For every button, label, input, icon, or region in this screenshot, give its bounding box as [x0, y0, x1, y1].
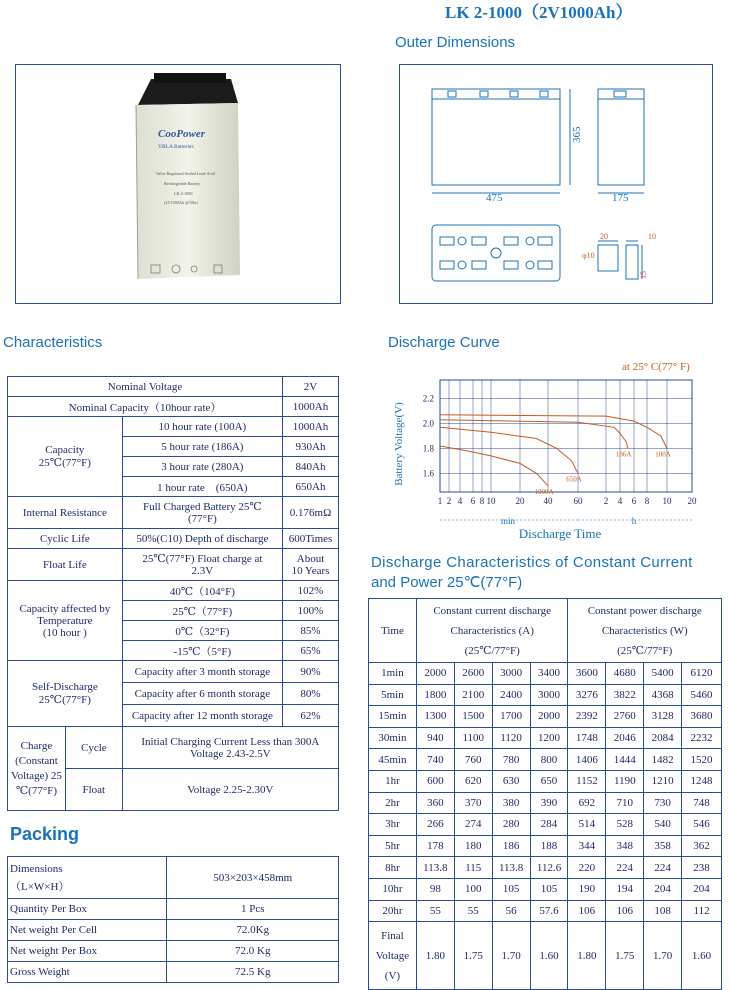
dt-value-cell: 800: [530, 749, 568, 771]
self-discharge-value: 62%: [283, 705, 339, 727]
dt-value-cell: 1152: [568, 770, 606, 792]
temperature-row: 40℃（104°F): [122, 581, 282, 601]
dt-cc3: (25℃/77°F): [464, 644, 520, 657]
float-life-value: [283, 549, 339, 581]
capacity-value: 650Ah: [283, 477, 339, 497]
page-title: LK 2-1000（2V1000Ah）: [445, 3, 633, 22]
x-tick-label: 6: [470, 496, 476, 506]
curve-1000A: [440, 446, 548, 486]
packing-dimensions-value: 503×203×458mm: [167, 857, 339, 899]
dt-value-cell: 112.6: [530, 857, 568, 879]
curve-label: 186A: [615, 450, 632, 459]
charge-l4: ℃(77°F): [15, 784, 58, 797]
dt-value-cell: 204: [644, 878, 682, 900]
dt-time-cell: 1hr: [369, 770, 417, 792]
dt-value-cell: 630: [492, 770, 530, 792]
float-life-condition: [122, 549, 282, 581]
capacity-label-line1: Capacity: [45, 444, 85, 456]
table-row: [369, 727, 722, 749]
y-tick-label: 1.8: [422, 443, 434, 454]
table-row: [369, 706, 722, 728]
dt-value-cell: 55: [416, 900, 454, 922]
dt-value-cell: 540: [644, 814, 682, 836]
dt-final-l1: Final: [381, 929, 404, 942]
table-row: [369, 857, 722, 879]
packing-table: [7, 856, 339, 983]
dt-time-cell: 2hr: [369, 792, 417, 814]
dim-terminal-a: 20: [600, 232, 608, 241]
table-row: [369, 900, 722, 922]
dt-value-cell: 1120: [492, 727, 530, 749]
dt-value-cell: 546: [682, 814, 722, 836]
dim-terminal-d: 15: [639, 271, 648, 279]
dt-value-cell: 4368: [644, 684, 682, 706]
internal-resistance-value: 0.176mΩ: [283, 497, 339, 529]
charge-cycle-label: Cycle: [65, 727, 122, 769]
cycle-life-label: Cyclic Life: [8, 529, 123, 549]
dt-value-cell: 1210: [644, 770, 682, 792]
dt-final-cell: 1.70: [644, 922, 682, 990]
dt-cp3: (25℃/77°F): [617, 644, 673, 657]
x-tick-label: 40: [543, 496, 553, 506]
nominal-capacity-label: Nominal Capacity（10hour rate）: [8, 397, 283, 417]
dt-cp2: Characteristics (W): [601, 624, 688, 637]
dt-heading-line2: and Power 25℃(77°F): [371, 574, 523, 591]
charge-l3: Voltage) 25: [11, 769, 62, 782]
dt-value-cell: 105: [492, 878, 530, 900]
dt-final-cell: 1.80: [416, 922, 454, 990]
battery-rating: (2V1000Ah @10hr): [164, 200, 198, 205]
dt-time-cell: 5min: [369, 684, 417, 706]
dt-time-header: Time: [369, 599, 417, 663]
charge-float-label: Float: [65, 769, 122, 811]
packing-value: 72.0 Kg: [167, 941, 339, 962]
chart-min-label: min: [500, 516, 516, 526]
fl-val-line1: About: [296, 552, 325, 565]
dt-value-cell: 1444: [606, 749, 644, 771]
dt-value-cell: 2000: [530, 706, 568, 728]
dt-value-cell: 740: [416, 749, 454, 771]
dt-value-cell: 3276: [568, 684, 606, 706]
x-tick-label: 4: [617, 496, 623, 506]
capacity-label: [8, 417, 123, 497]
dt-value-cell: 108: [644, 900, 682, 922]
dt-value-cell: 186: [492, 835, 530, 857]
self-discharge-value: 90%: [283, 661, 339, 683]
dt-value-cell: 180: [454, 835, 492, 857]
dt-final-cell: 1.75: [606, 922, 644, 990]
y-tick-label: 1.6: [422, 468, 434, 479]
dt-final-cell: 1.60: [530, 922, 568, 990]
discharge-curve-chart: [380, 372, 720, 544]
battery-sub: VRLA Batteries: [158, 144, 194, 150]
chart-xlabel: Discharge Time: [518, 526, 602, 541]
table-row: [369, 792, 722, 814]
dt-value-cell: 1482: [644, 749, 682, 771]
dt-value-cell: 2232: [682, 727, 722, 749]
curve-label: 1000A: [534, 487, 554, 496]
cycle-v1: Initial Charging Current Less than 300A: [141, 735, 320, 748]
self-discharge-row: Capacity after 6 month storage: [122, 683, 282, 705]
dim-terminal-b: 10: [648, 232, 656, 241]
dt-value-cell: 115: [454, 857, 492, 879]
dt-value-cell: 3680: [682, 706, 722, 728]
dt-current-header: [416, 599, 568, 663]
dt-value-cell: 266: [416, 814, 454, 836]
dt-value-cell: 1248: [682, 770, 722, 792]
capacity-value: 930Ah: [283, 437, 339, 457]
fl-cond-line2: 2.3V: [191, 565, 214, 577]
dt-value-cell: 224: [644, 857, 682, 879]
temperature-value: 65%: [283, 641, 339, 661]
dt-time-cell: 8hr: [369, 857, 417, 879]
x-tick-label: 60: [573, 496, 583, 506]
dt-value-cell: 620: [454, 770, 492, 792]
fl-val-line2: 10 Years: [291, 564, 330, 577]
dt-value-cell: 204: [682, 878, 722, 900]
capacity-row: 10 hour rate (100A): [122, 417, 282, 437]
dt-value-cell: 2392: [568, 706, 606, 728]
dt-value-cell: 106: [606, 900, 644, 922]
dt-value-cell: 3000: [492, 663, 530, 685]
dt-final-label: [369, 922, 417, 990]
dt-value-cell: 760: [454, 749, 492, 771]
discharge-table-heading: [371, 553, 721, 593]
dt-value-cell: 940: [416, 727, 454, 749]
self-discharge-row: Capacity after 3 month storage: [122, 661, 282, 683]
dt-value-cell: 280: [492, 814, 530, 836]
temperature-value: 100%: [283, 601, 339, 621]
dt-final-cell: 1.75: [454, 922, 492, 990]
x-tick-label: 6: [631, 496, 637, 506]
dt-value-cell: 360: [416, 792, 454, 814]
table-row: [369, 749, 722, 771]
x-tick-label: 10: [662, 496, 672, 506]
x-tick-label: 8: [644, 496, 650, 506]
curve-label: 650A: [566, 475, 582, 484]
dt-value-cell: 380: [492, 792, 530, 814]
dt-value-cell: 1520: [682, 749, 722, 771]
ir-cond-line1: Full Charged Battery 25℃: [143, 501, 262, 513]
dt-final-cell: 1.60: [682, 922, 722, 990]
nominal-voltage-label: Nominal Voltage: [8, 377, 283, 397]
table-row: [369, 684, 722, 706]
chart-h-label: h: [631, 516, 637, 526]
dt-value-cell: 113.8: [416, 857, 454, 879]
internal-resistance-condition: [122, 497, 282, 529]
dt-value-cell: 710: [606, 792, 644, 814]
dt-value-cell: 224: [606, 857, 644, 879]
dt-time-cell: 45min: [369, 749, 417, 771]
dt-value-cell: 348: [606, 835, 644, 857]
internal-resistance-label: Internal Resistance: [8, 497, 123, 529]
dt-value-cell: 220: [568, 857, 606, 879]
dt-value-cell: 3600: [568, 663, 606, 685]
dt-value-cell: 1100: [454, 727, 492, 749]
packing-label: Gross Weight: [8, 962, 167, 983]
dt-value-cell: 3128: [644, 706, 682, 728]
dt-value-cell: 362: [682, 835, 722, 857]
dt-value-cell: 3400: [530, 663, 568, 685]
dt-time-cell: 5hr: [369, 835, 417, 857]
dt-value-cell: 600: [416, 770, 454, 792]
y-tick-label: 2.0: [422, 418, 434, 429]
dim-height: 365: [571, 126, 583, 143]
dt-value-cell: 55: [454, 900, 492, 922]
fl-cond-line1: 25℃(77°F) Float charge at: [142, 553, 263, 565]
dt-value-cell: 2600: [454, 663, 492, 685]
dt-final-l3: (V): [384, 969, 401, 982]
dt-value-cell: 344: [568, 835, 606, 857]
dt-value-cell: 274: [454, 814, 492, 836]
dt-value-cell: 390: [530, 792, 568, 814]
curve-100A: [440, 415, 667, 449]
float-life-label: Float Life: [8, 549, 123, 581]
dt-final-cell: 1.80: [568, 922, 606, 990]
capacity-value: 840Ah: [283, 457, 339, 477]
capacity-row: 5 hour rate (186A): [122, 437, 282, 457]
ir-cond-line2: (77°F): [187, 513, 217, 525]
battery-label2: Rechargeable Battery: [164, 181, 201, 186]
dimension-drawing: [400, 65, 712, 303]
dt-cp1: Constant power discharge: [587, 604, 702, 617]
charge-float-value: Voltage 2.25-2.30V: [122, 769, 338, 811]
dt-value-cell: 2760: [606, 706, 644, 728]
temperature-value: 102%: [283, 581, 339, 601]
dt-value-cell: 6120: [682, 663, 722, 685]
dim-terminal-c: φ10: [582, 251, 595, 260]
dt-value-cell: 1748: [568, 727, 606, 749]
dt-cc2: Characteristics (A): [450, 624, 534, 637]
dt-value-cell: 370: [454, 792, 492, 814]
table-row: [369, 878, 722, 900]
temperature-value: 85%: [283, 621, 339, 641]
x-tick-label: 2: [603, 496, 609, 506]
charge-label: [8, 727, 66, 811]
capacity-label-line2: 25℃(77°F): [38, 457, 91, 469]
nominal-voltage-value: 2V: [283, 377, 339, 397]
dt-time-cell: 30min: [369, 727, 417, 749]
dt-value-cell: 2084: [644, 727, 682, 749]
curve-label: 100A: [655, 450, 671, 459]
characteristics-heading: Characteristics: [3, 334, 103, 351]
x-tick-label: 20: [515, 496, 525, 506]
dt-power-header: [568, 599, 722, 663]
capacity-value: 1000Ah: [283, 417, 339, 437]
dt-value-cell: 730: [644, 792, 682, 814]
dt-value-cell: 4680: [606, 663, 644, 685]
dt-value-cell: 106: [568, 900, 606, 922]
product-image-frame: [15, 64, 341, 304]
temperature-row: 25℃（77°F): [122, 601, 282, 621]
dt-cc1: Constant current discharge: [433, 604, 552, 617]
dt-value-cell: 57.6: [530, 900, 568, 922]
dt-value-cell: 284: [530, 814, 568, 836]
dt-value-cell: 650: [530, 770, 568, 792]
dt-value-cell: 5400: [644, 663, 682, 685]
dt-final-l2: Voltage: [375, 949, 410, 962]
battery-brand: CooPower: [158, 128, 206, 140]
dt-heading-line1: Discharge Characteristics of Constant Current: [371, 554, 693, 571]
temp-label-line1: Capacity affected by: [19, 602, 111, 615]
discharge-curve-heading: Discharge Curve: [388, 334, 500, 351]
dimension-drawing-frame: [399, 64, 713, 304]
dt-value-cell: 56: [492, 900, 530, 922]
outer-dimensions-heading: Outer Dimensions: [395, 34, 516, 51]
temperature-row: 0℃（32°F): [122, 621, 282, 641]
packing-label: Quantity Per Box: [8, 899, 167, 920]
dt-value-cell: 1406: [568, 749, 606, 771]
y-tick-label: 2.2: [422, 393, 434, 404]
dt-value-cell: 1190: [606, 770, 644, 792]
temp-label-line2: Temperature: [37, 614, 93, 627]
dt-value-cell: 112: [682, 900, 722, 922]
x-tick-label: 4: [457, 496, 463, 506]
dt-value-cell: 748: [682, 792, 722, 814]
charge-l2: (Constant: [15, 754, 58, 767]
dt-value-cell: 238: [682, 857, 722, 879]
dt-time-cell: 15min: [369, 706, 417, 728]
dt-value-cell: 2400: [492, 684, 530, 706]
dt-value-cell: 3822: [606, 684, 644, 706]
dt-value-cell: 3000: [530, 684, 568, 706]
dt-value-cell: 100: [454, 878, 492, 900]
dt-value-cell: 190: [568, 878, 606, 900]
cycle-v2: Voltage 2.43-2.5V: [189, 747, 271, 760]
cycle-life-value: 600Times: [283, 529, 339, 549]
discharge-table: [368, 598, 722, 990]
x-tick-label: 1: [437, 496, 443, 506]
nominal-capacity-value: 1000Ah: [283, 397, 339, 417]
chart-curves: [440, 415, 671, 496]
dt-time-cell: 1min: [369, 663, 417, 685]
x-tick-label: 2: [446, 496, 452, 506]
dt-value-cell: 358: [644, 835, 682, 857]
temperature-label: [8, 581, 123, 661]
dt-value-cell: 780: [492, 749, 530, 771]
x-tick-label: 10: [486, 496, 496, 506]
dt-value-cell: 514: [568, 814, 606, 836]
packing-label: Net weight Per Box: [8, 941, 167, 962]
dt-time-cell: 20hr: [369, 900, 417, 922]
battery-label1: Valve Regulated Sealed Lead-Acid: [156, 171, 215, 176]
dt-final-cell: 1.70: [492, 922, 530, 990]
dt-value-cell: 1800: [416, 684, 454, 706]
characteristics-table: [7, 376, 339, 811]
dt-time-cell: 10hr: [369, 878, 417, 900]
packing-heading: Packing: [10, 824, 80, 844]
pk-dim-l1: Dimensions: [10, 862, 63, 875]
capacity-row: 3 hour rate (280A): [122, 457, 282, 477]
packing-value: 1 Pcs: [167, 899, 339, 920]
self-discharge-value: 80%: [283, 683, 339, 705]
dt-value-cell: 178: [416, 835, 454, 857]
temp-label-line3: (10 hour ): [42, 626, 87, 639]
dt-value-cell: 528: [606, 814, 644, 836]
dt-value-cell: 1700: [492, 706, 530, 728]
dt-value-cell: 188: [530, 835, 568, 857]
dt-value-cell: 2046: [606, 727, 644, 749]
packing-value: 72.0Kg: [167, 920, 339, 941]
x-tick-label: 20: [687, 496, 697, 506]
dt-value-cell: 105: [530, 878, 568, 900]
charge-cycle-value: [122, 727, 338, 769]
pk-dim-l2: （L×W×H）: [10, 880, 70, 893]
dt-value-cell: 1200: [530, 727, 568, 749]
dt-value-cell: 1500: [454, 706, 492, 728]
dt-value-cell: 113.8: [492, 857, 530, 879]
x-tick-label: 8: [479, 496, 485, 506]
table-row: [369, 814, 722, 836]
curve-temp-note: at 25° C(77° F): [622, 361, 690, 373]
self-discharge-label: [8, 661, 123, 727]
self-discharge-row: Capacity after 12 month storage: [122, 705, 282, 727]
dim-length: 475: [486, 192, 503, 204]
dt-value-cell: 692: [568, 792, 606, 814]
curve-186A: [440, 420, 628, 449]
table-row: [369, 663, 722, 685]
battery-model: LK 2-1000: [174, 191, 193, 196]
charge-l1: Charge: [20, 739, 53, 752]
dt-value-cell: 5460: [682, 684, 722, 706]
packing-value: 72.5 Kg: [167, 962, 339, 983]
table-row: [369, 770, 722, 792]
sd-label-line1: Self-Discharge: [31, 681, 98, 693]
dt-value-cell: 98: [416, 878, 454, 900]
dim-width: 175: [612, 192, 629, 204]
dt-value-cell: 2100: [454, 684, 492, 706]
battery-photo: [16, 65, 340, 303]
packing-dimensions-label: [8, 857, 167, 899]
dt-value-cell: 2000: [416, 663, 454, 685]
chart-ylabel: Battery Voltage(V): [393, 402, 405, 486]
cycle-life-condition: 50%(C10) Depth of discharge: [122, 529, 282, 549]
sd-label-line2: 25℃(77°F): [38, 694, 91, 706]
packing-label: Net weight Per Cell: [8, 920, 167, 941]
capacity-row: 1 hour rate (650A): [122, 477, 282, 497]
dt-value-cell: 1300: [416, 706, 454, 728]
dt-value-cell: 194: [606, 878, 644, 900]
table-row: [369, 835, 722, 857]
dt-time-cell: 3hr: [369, 814, 417, 836]
curve-650A: [440, 427, 578, 473]
temperature-row: -15℃（5°F): [122, 641, 282, 661]
